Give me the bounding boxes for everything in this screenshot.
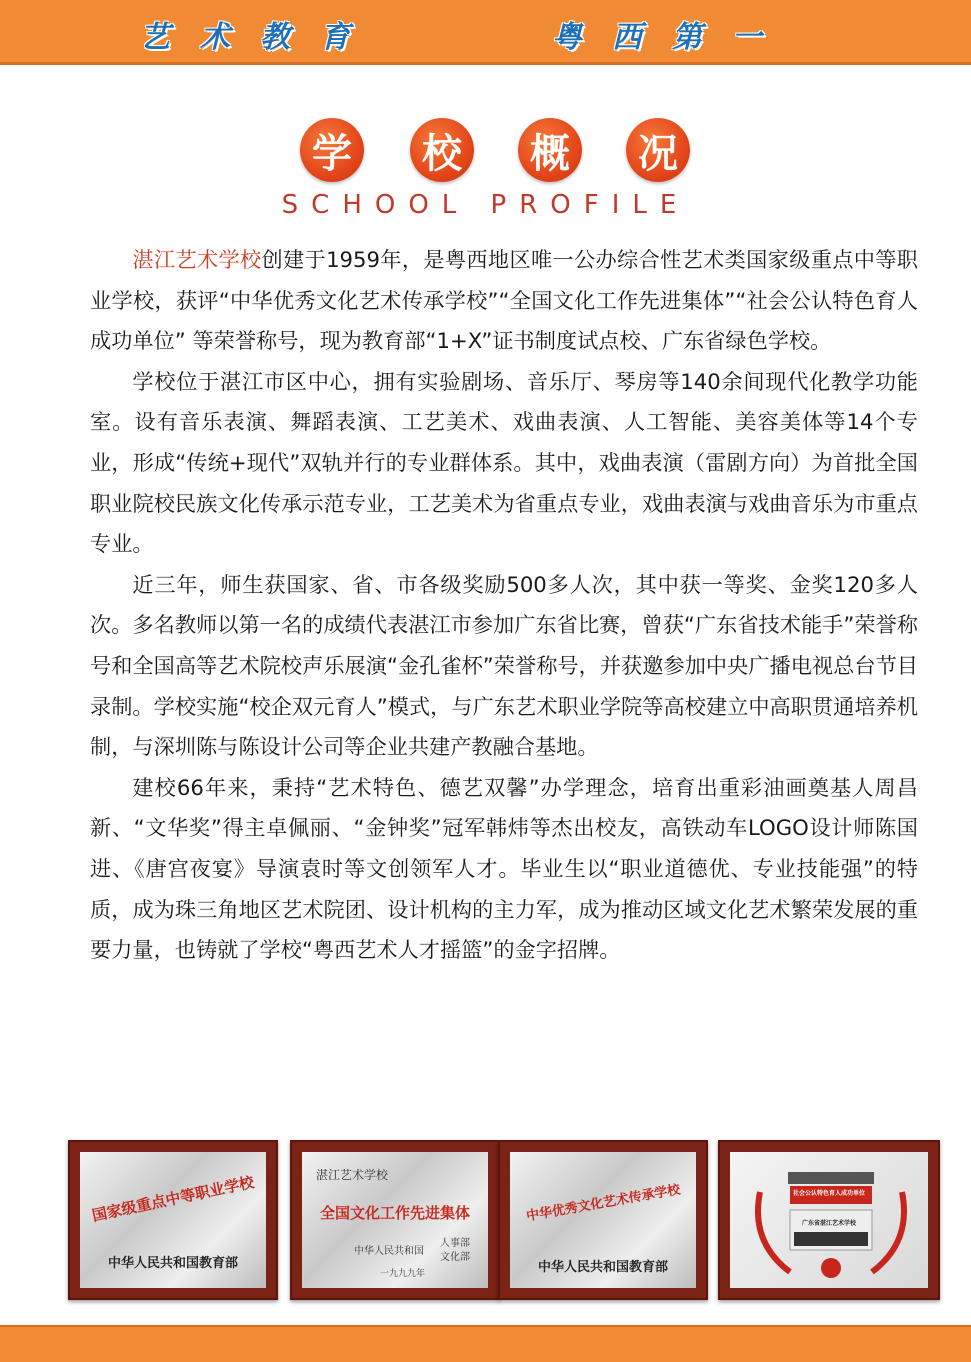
profile-text [90, 240, 918, 971]
plaque-issuer: 中华人民共和国教育部 [107, 1256, 238, 1271]
page-title [0, 118, 971, 188]
plaque-issuer: 中华人民共和国教育部 [537, 1260, 668, 1275]
title-char-2: 校 [410, 118, 474, 182]
plaque-title: 社会公认特色育人成功单位 [792, 1190, 865, 1197]
plaque-issuer-left: 中华人民共和国 [354, 1246, 424, 1257]
plaque-title: 国家级重点中等职业学校 [90, 1173, 256, 1225]
plaque-issuer-right-1: 人事部 [440, 1238, 470, 1249]
slogan-west-guangdong-first: 粤西第一 [552, 20, 792, 55]
award-plaques [68, 1140, 948, 1300]
plaque-title: 全国文化工作先进集体 [319, 1204, 470, 1222]
school-name: 湛江艺术学校 [132, 247, 262, 272]
paragraph-4: 建校66年来，秉持“艺术特色、德艺双馨”办学理念，培育出重彩油画奠基人周昌新、“文华奖”得主卓佩丽、“金钟奖”冠军韩炜等杰出校友，高铁动车LOGO设计师陈国进、《唐宫夜宴》导演袁时等文创领军人才。毕业生以“职业道德优、专业技能强”的特质，成为珠三角地区艺术院团、设计机构的主力军，成为推动区域文化艺术繁荣发展的重要力量，也铸就了学校“粤西艺术人才摇篮”的金字招牌。 [90, 774, 918, 963]
plaque-national-key-school [68, 1140, 278, 1300]
plaque-date: 一九九九年 [380, 1269, 426, 1279]
plaque-issuer-right-2: 文化部 [440, 1252, 470, 1263]
plaque-face [730, 1152, 928, 1288]
title-char-1: 学 [300, 118, 364, 182]
plaque-face [302, 1152, 488, 1288]
plaque-face [510, 1152, 696, 1288]
page-subtitle: SCHOOL PROFILE [281, 190, 690, 220]
top-banner [0, 0, 971, 65]
paragraph-2: 学校位于湛江市区中心，拥有实验剧场、音乐厅、琴房等140余间现代化教学功能室。设有音乐表演、舞蹈表演、工艺美术、戏曲表演、人工智能、美容美体等14个专业，形成“传统+现代”双轨并行的专业群体系。其中，戏曲表演（雷剧方向）为首批全国职业院校民族文化传承示范专业，工艺美术为省重点专业，戏曲表演与戏曲音乐为市重点专业。 [90, 368, 918, 557]
paragraph-1-text: 创建于1959年，是粤西地区唯一公办综合性艺术类国家级重点中等职业学校，获评“中华优秀文化艺术传承学校”“全国文化工作先进集体”“社会公认特色育人成功单位” 等荣誉称号，现为教育部“1+X”证书制度试点校、广东省绿色学校。 [90, 247, 918, 354]
bottom-banner [0, 1325, 971, 1362]
plaque-heritage-school [498, 1140, 708, 1300]
paragraph-1 [90, 240, 918, 362]
plaque-advanced-collective [290, 1140, 500, 1300]
plaque-sub: 广东省湛江艺术学校 [801, 1220, 856, 1227]
title-char-4: 况 [626, 118, 690, 182]
plaque-school-name: 湛江艺术学校 [316, 1168, 389, 1182]
title-char-3: 概 [518, 118, 582, 182]
plaque-face [80, 1152, 266, 1288]
slogan-art-education: 艺术教育 [140, 20, 380, 55]
paragraph-3: 近三年，师生获国家、省、市各级奖励500多人次，其中获一等奖、金奖120多人次。多名教师以第一名的成绩代表湛江市参加广东省比赛，曾获“广东省技术能手”荣誉称号和全国高等艺术院校声乐展演“金孔雀杯”荣誉称号，并获邀参加中央广播电视总台节目录制。学校实施“校企双元育人”模式，与广东艺术职业学院等高校建立中高职贯通培养机制，与深圳陈与陈设计公司等企业共建产教融合基地。 [90, 571, 918, 760]
plaque-title: 中华优秀文化艺术传承学校 [525, 1182, 682, 1225]
plaque-education-unit [718, 1140, 940, 1300]
